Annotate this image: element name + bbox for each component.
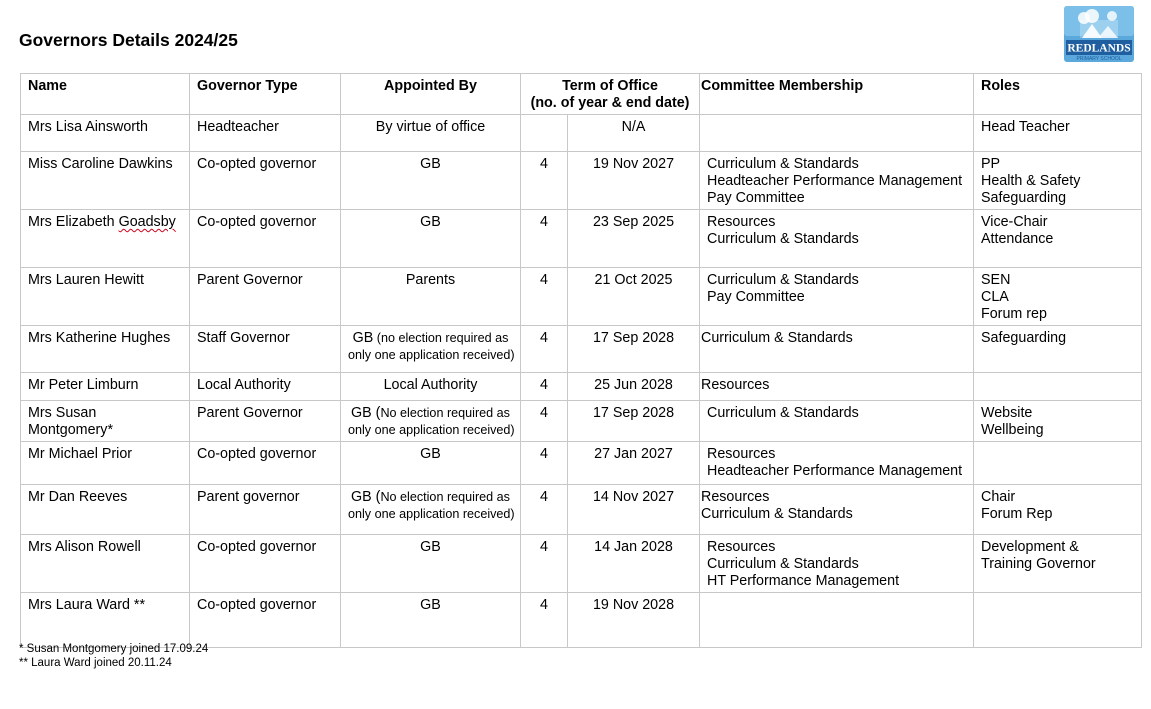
committee-membership: Curriculum & Standards [700, 401, 974, 442]
roles: Vice-Chair Attendance [974, 210, 1142, 268]
roles: SEN CLA Forum rep [974, 268, 1142, 326]
term-years: 4 [521, 593, 568, 648]
term-years: 4 [521, 401, 568, 442]
appointed-by: GB (No election required as only one application received) [341, 485, 521, 535]
governor-type: Headteacher [190, 115, 341, 152]
governor-type: Local Authority [190, 373, 341, 401]
table-row [21, 115, 1142, 152]
governor-type: Co-opted governor [190, 593, 341, 648]
term-end-date: 19 Nov 2028 [568, 593, 700, 648]
term-years: 4 [521, 535, 568, 593]
footnote: * Susan Montgomery joined 17.09.24 [19, 643, 209, 655]
header-name: Name [21, 74, 190, 115]
committee-membership: Resources Headteacher Performance Management [700, 442, 974, 485]
governor-name: Mrs Susan Montgomery* [21, 401, 190, 442]
spellcheck-underline: Goadsby [118, 214, 176, 230]
appointed-by: Parents [341, 268, 521, 326]
table-row [21, 210, 1142, 268]
governor-name: Mrs Alison Rowell [21, 535, 190, 593]
roles: Development & Training Governor [974, 535, 1142, 593]
roles [974, 593, 1142, 648]
committee-membership: Resources [700, 373, 974, 401]
governor-type: Parent Governor [190, 268, 341, 326]
appointed-by: Local Authority [341, 373, 521, 401]
committee-membership: Curriculum & Standards Pay Committee [700, 268, 974, 326]
table-row [21, 535, 1142, 593]
term-years: 4 [521, 152, 568, 210]
table-row [21, 442, 1142, 485]
governor-type: Co-opted governor [190, 442, 341, 485]
governor-type: Parent Governor [190, 401, 341, 442]
table-row [21, 401, 1142, 442]
logo-subtext: PRIMARY SCHOOL [1076, 56, 1122, 62]
committee-membership [700, 593, 974, 648]
governor-name: Mrs Katherine Hughes [21, 326, 190, 373]
governor-name: Mr Peter Limburn [21, 373, 190, 401]
term-years: 4 [521, 485, 568, 535]
governor-name: Mrs Lauren Hewitt [21, 268, 190, 326]
table-row [21, 593, 1142, 648]
term-years: 4 [521, 442, 568, 485]
governor-name: Mrs Lisa Ainsworth [21, 115, 190, 152]
committee-membership: Resources Curriculum & Standards [700, 210, 974, 268]
term-years: 4 [521, 210, 568, 268]
appointed-by: GB [341, 152, 521, 210]
roles [974, 442, 1142, 485]
term-end-date: 21 Oct 2025 [568, 268, 700, 326]
table-header-row [21, 74, 1142, 115]
governor-name: Miss Caroline Dawkins [21, 152, 190, 210]
term-end-date: 19 Nov 2027 [568, 152, 700, 210]
roles: Safeguarding [974, 326, 1142, 373]
committee-membership: Resources Curriculum & Standards [700, 485, 974, 535]
appointed-by: GB [341, 535, 521, 593]
governor-type: Parent governor [190, 485, 341, 535]
appointed-by: GB (No election required as only one application received) [341, 401, 521, 442]
committee-membership: Curriculum & Standards Headteacher Performance Management Pay Committee [700, 152, 974, 210]
roles: Head Teacher [974, 115, 1142, 152]
term-end-date: 17 Sep 2028 [568, 401, 700, 442]
table-row [21, 326, 1142, 373]
term-end-date: 14 Nov 2027 [568, 485, 700, 535]
roles: Chair Forum Rep [974, 485, 1142, 535]
footnote: ** Laura Ward joined 20.11.24 [19, 657, 172, 669]
roles: PP Health & Safety Safeguarding [974, 152, 1142, 210]
logo-text: REDLANDS [1067, 42, 1131, 55]
term-end-date: 25 Jun 2028 [568, 373, 700, 401]
appointed-by: GB [341, 593, 521, 648]
term-end-date: 14 Jan 2028 [568, 535, 700, 593]
table-row [21, 485, 1142, 535]
governor-type: Staff Governor [190, 326, 341, 373]
term-end-date: 17 Sep 2028 [568, 326, 700, 373]
governor-name: Mrs Laura Ward ** [21, 593, 190, 648]
committee-membership [700, 115, 974, 152]
term-years: 4 [521, 326, 568, 373]
footnotes [19, 642, 208, 670]
governor-name: Mrs Elizabeth Goadsby [21, 210, 190, 268]
committee-membership: Resources Curriculum & Standards HT Performance Management [700, 535, 974, 593]
appointed-by: GB [341, 442, 521, 485]
appointed-by: GB (no election required as only one application received) [341, 326, 521, 373]
header-term-of-office: Term of Office (no. of year & end date) [521, 74, 700, 115]
appointed-by: GB [341, 210, 521, 268]
term-end-date: 27 Jan 2027 [568, 442, 700, 485]
roles [974, 373, 1142, 401]
document-title: Governors Details 2024/25 [19, 30, 238, 50]
table-row [21, 373, 1142, 401]
header-roles: Roles [974, 74, 1142, 115]
term-end-date: 23 Sep 2025 [568, 210, 700, 268]
governor-name: Mr Dan Reeves [21, 485, 190, 535]
table-row [21, 152, 1142, 210]
governor-type: Co-opted governor [190, 152, 341, 210]
governors-table [20, 73, 1142, 648]
table-row [21, 268, 1142, 326]
governor-type: Co-opted governor [190, 210, 341, 268]
header-committee-membership: Committee Membership [700, 74, 974, 115]
governor-name: Mr Michael Prior [21, 442, 190, 485]
school-logo [1062, 4, 1136, 64]
term-years [521, 115, 568, 152]
term-years: 4 [521, 373, 568, 401]
header-appointed-by: Appointed By [341, 74, 521, 115]
term-years: 4 [521, 268, 568, 326]
header-governor-type: Governor Type [190, 74, 341, 115]
committee-membership: Curriculum & Standards [700, 326, 974, 373]
term-end-date: N/A [568, 115, 700, 152]
appointed-by: By virtue of office [341, 115, 521, 152]
governor-type: Co-opted governor [190, 535, 341, 593]
roles: Website Wellbeing [974, 401, 1142, 442]
